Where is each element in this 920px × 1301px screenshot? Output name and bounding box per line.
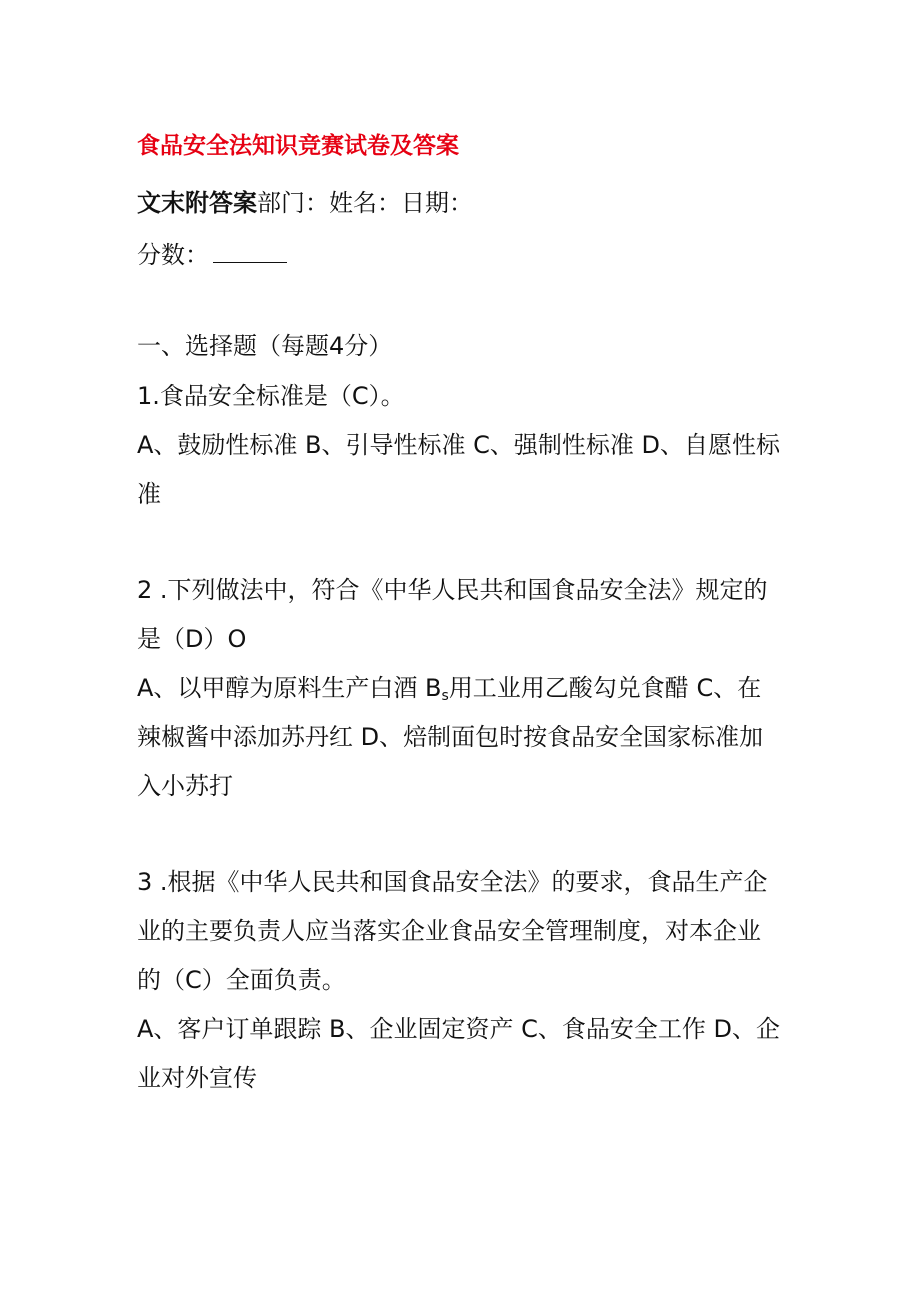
score-line xyxy=(137,238,287,272)
question-1-options: A、鼓励性标准 B、引导性标准 C、强制性标准 D、自愿性标 xyxy=(137,431,781,459)
question-2-option-a: A、以甲醇为原料生产白酒 B xyxy=(137,674,442,702)
score-label: 分数： xyxy=(137,241,209,269)
question-3-options: A、客户订单跟踪 B、企业固定资产 C、食品安全工作 D、企 xyxy=(137,1015,781,1043)
info-fields: 部门：姓名：日期： xyxy=(257,189,473,217)
score-blank xyxy=(213,242,287,263)
question-3-stem-end: 的（C）全面负责。 xyxy=(137,966,346,994)
info-line xyxy=(137,186,473,220)
question-2-options-cont: 辣椒酱中添加苏丹红 D、焙制面包时按食品安全国家标准加 xyxy=(137,723,764,751)
answer-note: 文末附答案 xyxy=(137,189,257,217)
question-3-stem: 3 .根据《中华人民共和国食品安全法》的要求，食品生产企 xyxy=(137,868,768,896)
document-title: 食品安全法知识竞赛试卷及答案 xyxy=(137,133,459,159)
question-2-options-end: 入小苏打 xyxy=(137,772,233,800)
question-2-option-b: 用工业用乙酸勾兑食醋 C、在 xyxy=(448,674,762,702)
question-2-options xyxy=(137,671,761,713)
subscript-s: s xyxy=(441,688,449,704)
question-1-stem: 1.食品安全标准是（C）。 xyxy=(137,382,405,410)
section-heading: 一、选择题（每题4分） xyxy=(137,332,393,360)
question-2-stem: 2 .下列做法中，符合《中华人民共和国食品安全法》规定的 xyxy=(137,576,768,604)
question-3-options-cont: 业对外宣传 xyxy=(137,1064,257,1092)
question-3-stem-cont: 业的主要负责人应当落实企业食品安全管理制度，对本企业 xyxy=(137,917,761,945)
question-1-options-cont: 准 xyxy=(137,480,161,508)
question-2-stem-cont: 是（D）O xyxy=(137,625,247,653)
